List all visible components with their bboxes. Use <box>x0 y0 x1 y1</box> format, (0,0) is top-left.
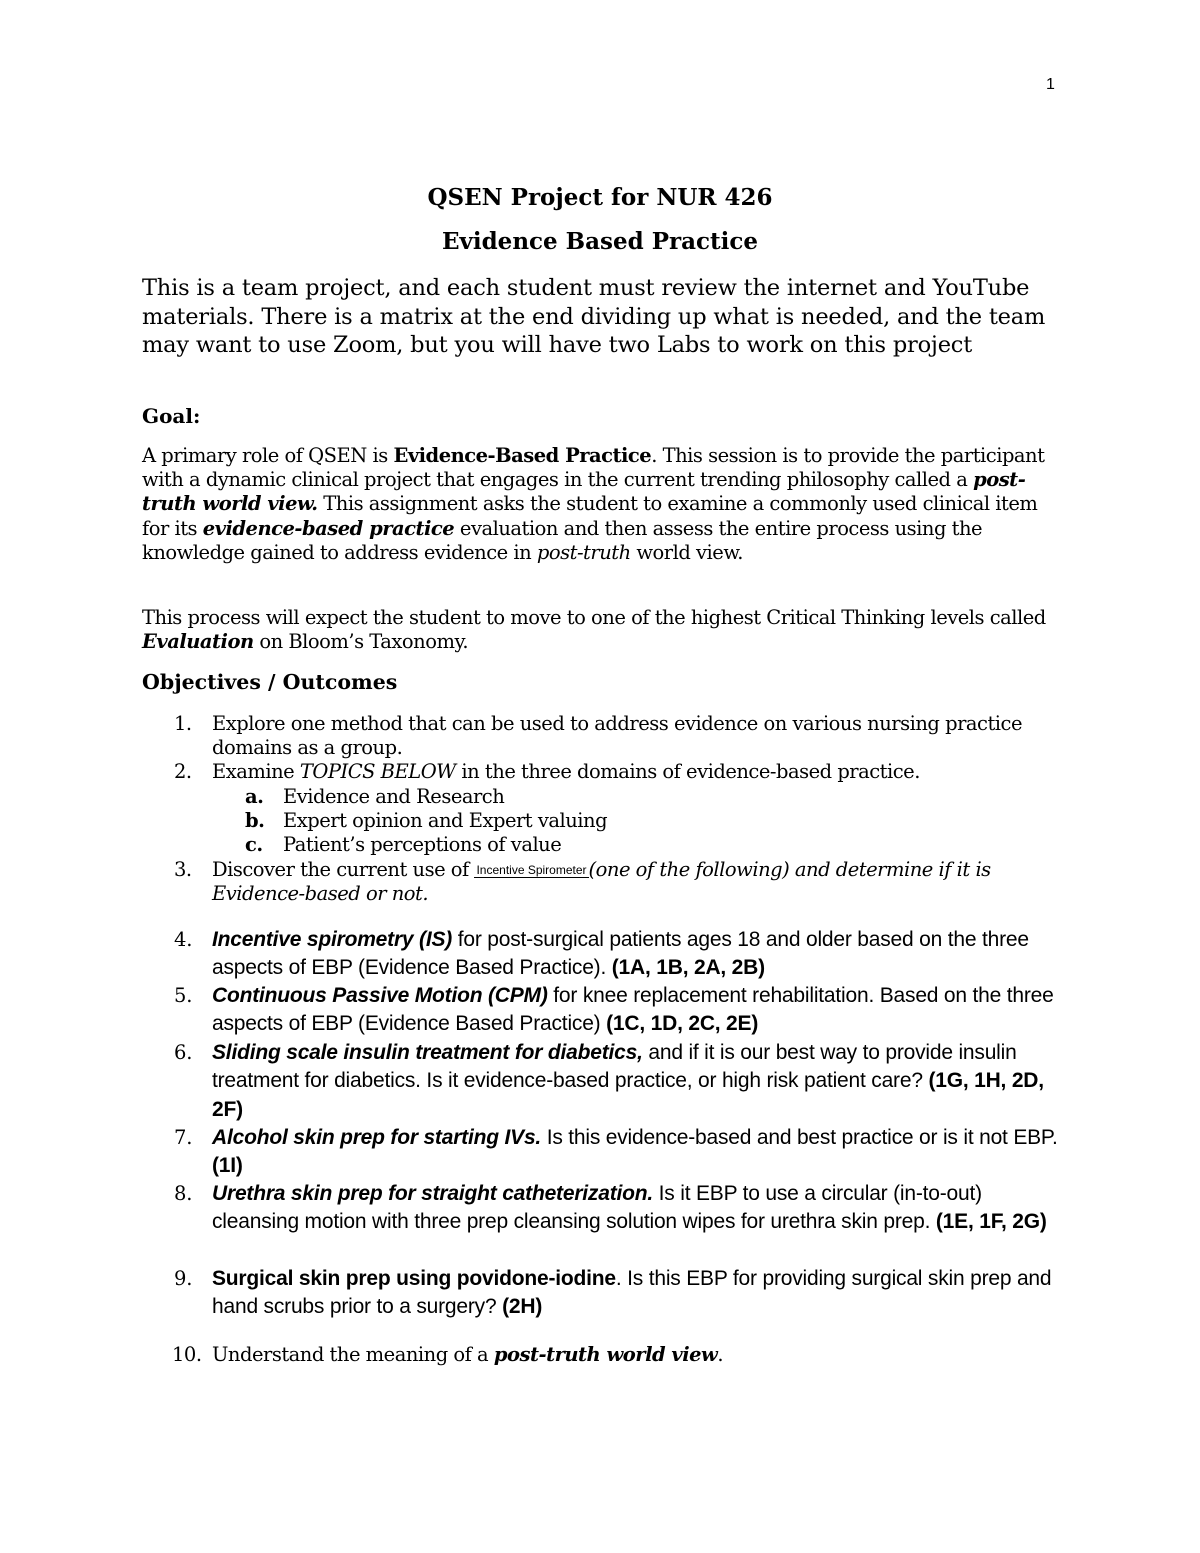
objectives-heading: Objectives / Outcomes <box>142 670 398 694</box>
fill-in-answer: Incentive Spirometer <box>476 863 587 877</box>
goal-paragraph: A primary role of QSEN is Evidence-Based Practice. This session is to provide the participant with a dynamic clinical project that engages in the current trending philosophy called a post-truth world view. This assignment asks the student to examine a commonly used clinical item for its evidence-based practice evaluation and then assess the entire process using the knowledge gained to address evidence in post-truth world view. <box>142 444 1045 564</box>
goal-heading: Goal: <box>142 404 201 428</box>
process-paragraph: This process will expect the student to move to one of the highest Critical Thinking levels called Evaluation on Bloom’s Taxonomy. <box>142 606 1046 654</box>
intro-paragraph: This is a team project, and each student must review the internet and YouTube materials. There is a matrix at the end dividing up what is needed, and the team may want to use Zoom, but you will have two Labs to work on this project <box>142 275 1046 358</box>
document-title: QSEN Project for NUR 426 <box>427 184 773 211</box>
page-number: 1 <box>1046 76 1055 93</box>
document-subtitle: Evidence Based Practice <box>441 228 759 255</box>
